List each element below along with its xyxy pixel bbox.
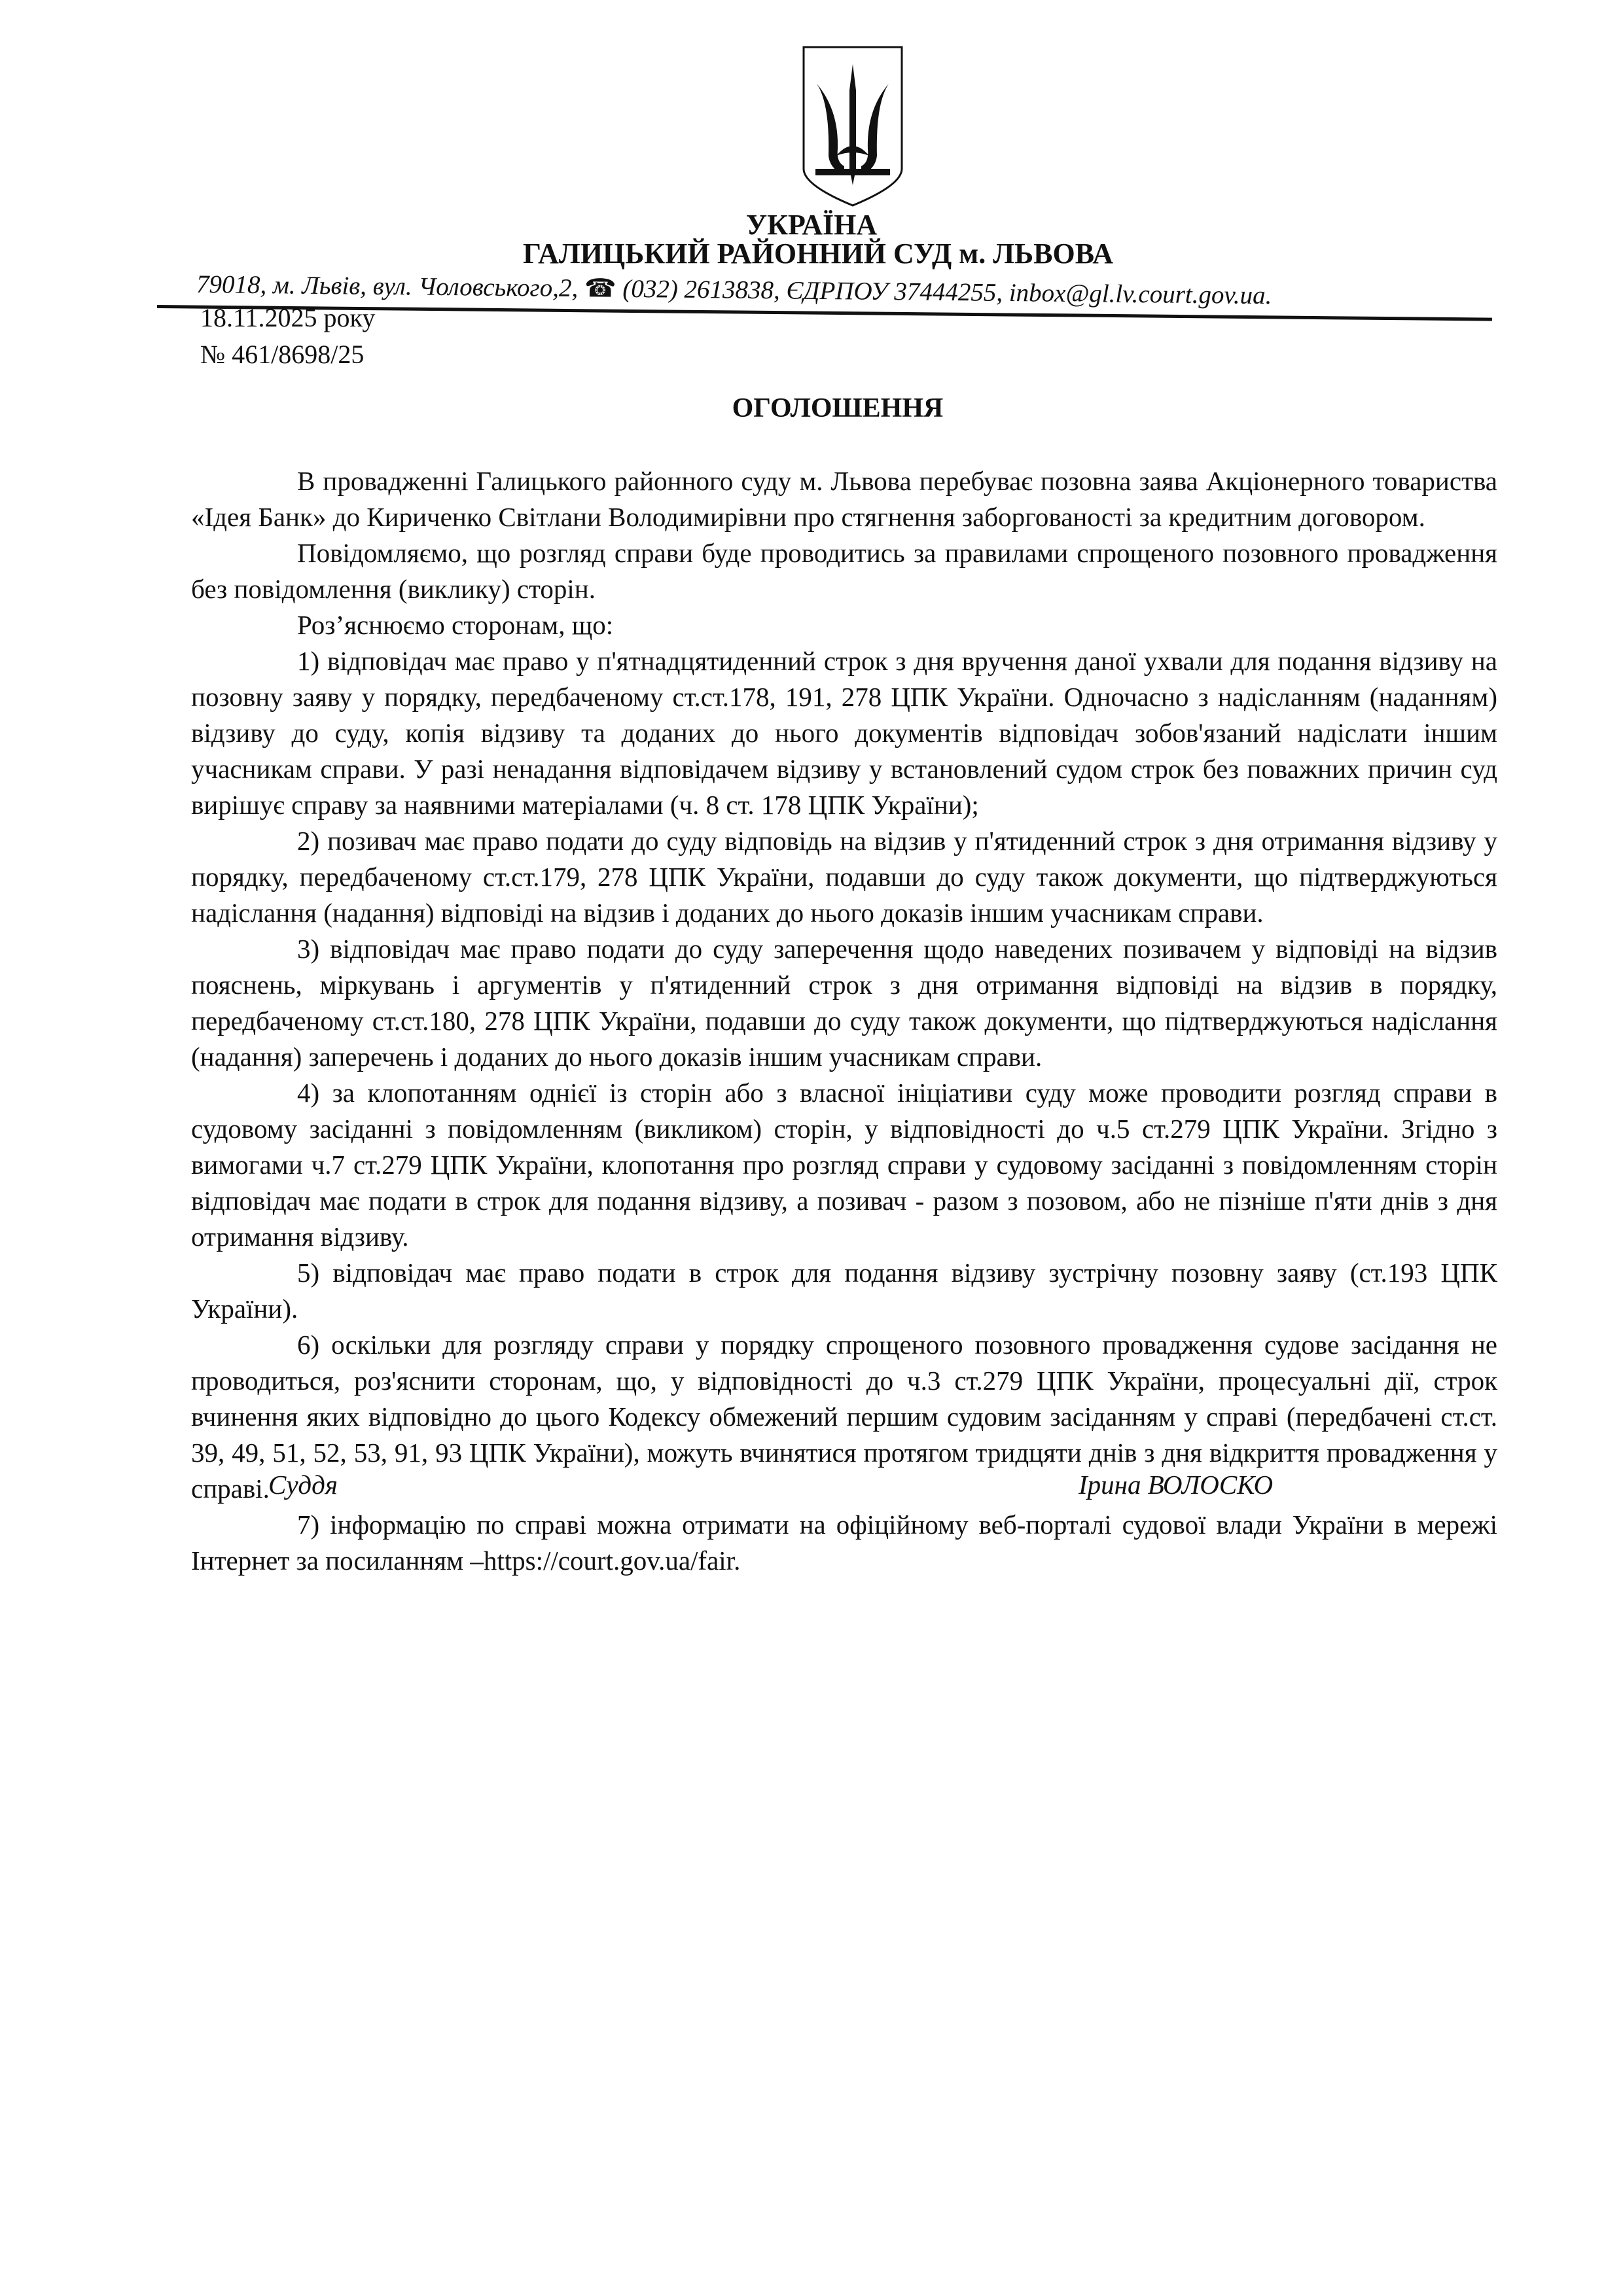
country-heading: УКРАЇНА [745, 209, 878, 241]
court-edrpou: ЄДРПОУ 37444255, [786, 276, 1003, 307]
court-phone: (032) 2613838, [622, 274, 781, 305]
paragraph: 6) оскільки для розгляду справи у порядку спрощеного позовного провадження судове засідання не проводиться, роз'яснити сторонам, що, у відповідності до ч.3 ст.279 ЦПК України, процесуальні дії, строк вчинення яких відповідно до цього Кодексу обмежений першим судовим засіданням у справі (передбачені ст.ст. 39, 49, 51, 52, 53, 91, 93 ЦПК України), можуть вчинятися протягом тридцяти днів з дня відкриття провадження у справі. [191, 1330, 1497, 1504]
case-number: № 461/8698/25 [200, 340, 365, 369]
document-body [191, 463, 1497, 1579]
paragraph: 7) інформацію по справі можна отримати на офіційному веб-порталі судової влади України в мережі Інтернет за посиланням –https://court.gov.ua/fair. [191, 1510, 1497, 1576]
court-address: 79018, м. Львів, вул. Чоловського,2, [196, 270, 579, 303]
paragraph: 5) відповідач має право подати в строк для подання відзиву зустрічну позовну заяву (ст.193 ЦПК України). [191, 1258, 1497, 1324]
coat-of-arms-icon [797, 44, 908, 208]
paragraph: 4) за клопотанням однієї із сторін або з власної ініціативи суду може проводити розгляд справи в судовому засіданні з повідомленням (викликом) сторін, у відповідності до ч.5 ст.279 ЦПК України. Згідно з вимогами ч.7 ст.279 ЦПК України, клопотання про розгляд справи у судовому засіданні з повідомленням сторін відповідач має подати в строк для подання відзиву, а позивач - разом з позовом, або не пізніше п'яти днів з дня отримання відзиву. [191, 1078, 1497, 1252]
paragraph: В провадженні Галицького районного суду м. Львова перебуває позовна заява Акціонерного товариства «Ідея Банк» до Кириченко Світлани Володимирівни про стягнення заборгованості за кредитним договором. [191, 466, 1497, 532]
signature-role: Суддя [268, 1470, 338, 1500]
document-date: 18.11.2025 року [200, 303, 376, 332]
phone-icon: ☎ [584, 274, 616, 303]
paragraph: 2) позивач має право подати до суду відповідь на відзив у п'ятиденний строк з дня отримання відзиву у порядку, передбаченому ст.ст.179, 278 ЦПК України, подавши до суду також документи, що підтверджуються надіслання (надання) відповіді на відзив і доданих до нього доказів іншим учасникам справи. [191, 826, 1497, 928]
court-heading: ГАЛИЦЬКИЙ РАЙОННИЙ СУД м. ЛЬВОВА [522, 238, 1114, 270]
paragraph: 1) відповідач має право у п'ятнадцятиденний строк з дня вручення даної ухвали для подання відзиву на позовну заяву у порядку, передбаченому ст.ст.178, 191, 278 ЦПК України. Одночасно з надісланням (наданням) відзиву до суду, копія відзиву та доданих до нього документів відповідач зобов'язаний надіслати іншим учасникам справи. У разі ненадання відповідачем відзиву у встановлений судом строк без поважних причин суд вирішує справу за наявними матеріалами (ч. 8 ст. 178 ЦПК України); [191, 646, 1497, 820]
document-title: ОГОЛОШЕННЯ [732, 393, 944, 423]
signature-name: Ірина ВОЛОСКО [1079, 1470, 1274, 1500]
paragraph: 3) відповідач має право подати до суду заперечення щодо наведених позивачем у відповіді на відзив пояснень, міркувань і аргументів у п'ятиденний строк з дня отримання відповіді на відзив в порядку, передбаченому ст.ст.180, 278 ЦПК України, подавши до суду також документи, що підтверджуються надіслання (надання) заперечень і доданих до нього доказів іншим учасникам справи. [191, 934, 1497, 1072]
paragraph: Роз’яснюємо сторонам, що: [297, 610, 614, 640]
paragraph: Повідомляємо, що розгляд справи буде проводитись за правилами спрощеного позовного провадження без повідомлення (виклику) сторін. [191, 538, 1497, 604]
court-email: inbox@gl.lv.court.gov.ua. [1008, 279, 1272, 310]
